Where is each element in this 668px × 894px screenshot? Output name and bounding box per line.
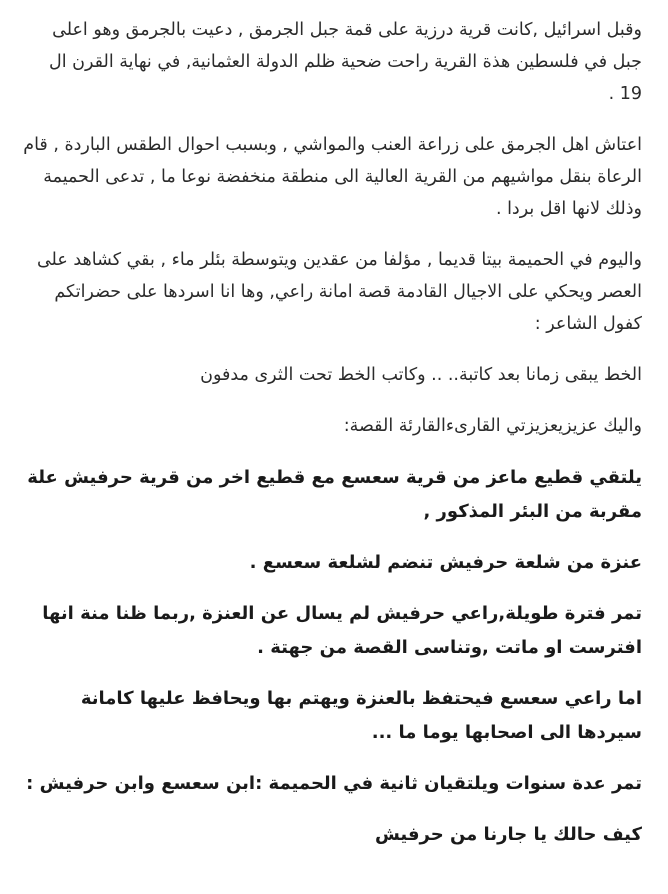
paragraph: اعتاش اهل الجرمق على زراعة العنب والمواشي , وبسبب احوال الطقس الباردة , قام الرعاة بنقل مواشيهم من القرية العالية الى منطقة منخفضة نوعا ما , تدعى الحميمة وذلك لانها اقل بردا .	[23, 135, 642, 219]
paragraph: واليوم في الحميمة بيتا قديما , مؤلفا من عقدين ويتوسطة بئلر ماء , بقي كشاهد على العصر ويحكي على الاجيال القادمة قصة امانة راعي, وها انا اسردها على حضراتكم كفول الشاعر :	[36, 250, 642, 334]
page-bottom-edge	[0, 888, 668, 894]
story-paragraph: اما راعي سعسع فيحتفظ بالعنزة ويهتم بها ويحافظ عليها كامانة سيردها الى اصحابها يوما ما ...	[80, 688, 642, 743]
story-paragraph: كيف حالك يا جارنا من حرفيش	[374, 824, 642, 845]
story-paragraph: تمر فترة طويلة,راعي حرفيش لم يسال عن العنزة ,ربما ظنا منة انها افترست او ماتت ,وتناسى القصة من جهتة .	[42, 603, 642, 658]
story-paragraph: يلتقي قطيع ماعز من قرية سعسع مع قطيع اخر من قرية حرفيش علة مقربة من البئر المذكور ,	[27, 467, 642, 522]
article-body	[22, 14, 642, 869]
paragraph: وقبل اسرائيل ,كانت قرية درزية على قمة جبل الجرمق , دعيت بالجرمق وهو اعلى جبل في فلسطين هذة القرية راحت ضحية ظلم الدولة العثمانية, في نهاية القرن ال 19 .	[48, 20, 642, 104]
story-paragraph: عنزة من شلعة حرفيش تنضم لشلعة سعسع .	[249, 552, 642, 573]
paragraph: واليك عزيزيعزيزتي القارىءالقارئة القصة:	[343, 416, 642, 436]
poem-verse: الخط يبقى زمانا بعد كاتبة.. .. وكاتب الخط تحت الثرى مدفون	[200, 365, 642, 385]
story-paragraph: تمر عدة سنوات ويلتقيان ثانية في الحميمة :ابن سعسع وابن حرفيش :	[26, 773, 642, 794]
